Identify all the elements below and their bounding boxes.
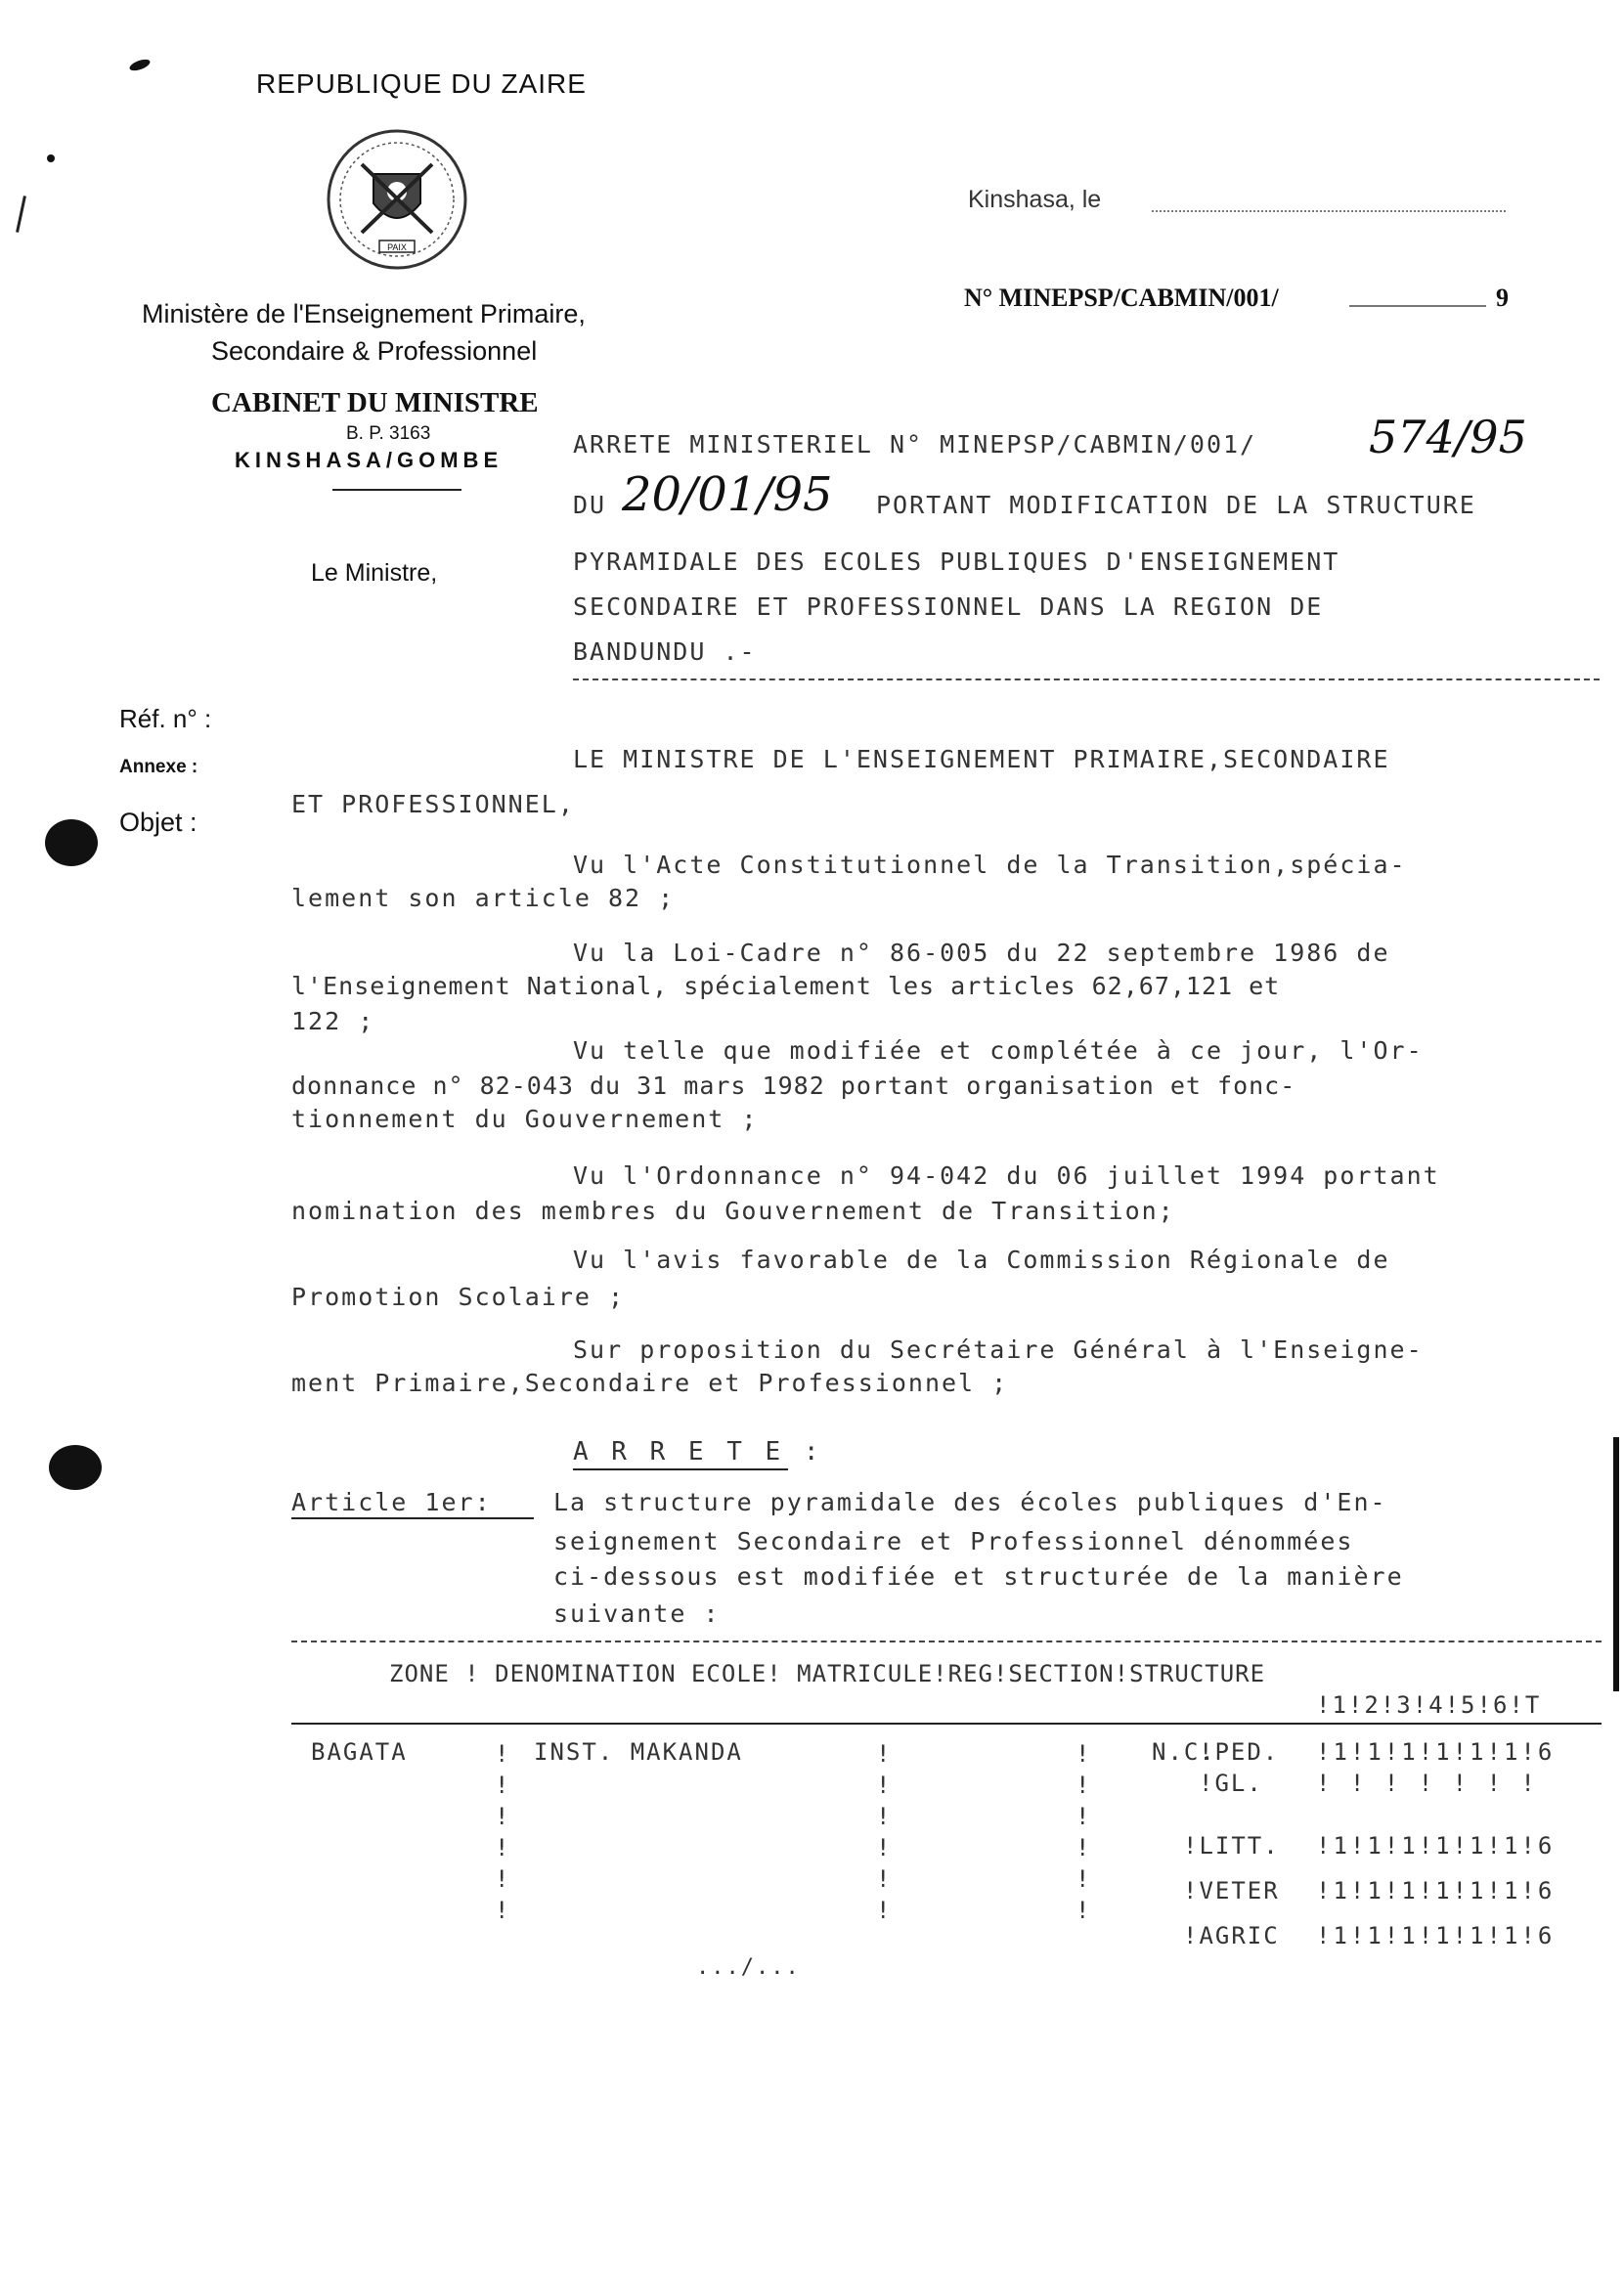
article-1-line-3: ci-dessous est modifiée et structurée de la manière: [553, 1562, 1404, 1591]
title-line-4: SECONDAIRE ET PROFESSIONNEL DANS LA REGION DE: [573, 592, 1324, 621]
arrete-heading: A R R E T E :: [573, 1437, 823, 1466]
table-cell-section: !VETER: [1183, 1877, 1280, 1904]
article-1-label: Article 1er:: [291, 1488, 492, 1516]
edge-mark: [1613, 1437, 1619, 1691]
ministry-line-2: Secondaire & Professionnel: [211, 336, 538, 366]
hole-punch: [45, 819, 98, 866]
ref-label: Réf. n° :: [119, 704, 212, 733]
title-line-1: ARRETE MINISTERIEL N° MINEPSP/CABMIN/001/: [573, 430, 1257, 459]
stray-mark: [16, 196, 26, 233]
city-underline: [332, 489, 461, 491]
ministry-line-1: Ministère de l'Enseignement Primaire,: [142, 299, 586, 328]
table-structure-subheader: !1!2!3!4!5!6!T: [1316, 1691, 1542, 1719]
table-cell-section: !LITT.: [1183, 1832, 1280, 1860]
sur-proposition-line-2: ment Primaire,Secondaire et Professionnel ;: [291, 1369, 1009, 1397]
table-cell-structure: !1!1!1!1!1!1!6: [1316, 1832, 1556, 1860]
table-header: ZONE ! DENOMINATION ECOLE! MATRICULE!REG!SECTION!STRUCTURE: [389, 1660, 1266, 1687]
republic-title: REPUBLIQUE DU ZAIRE: [256, 68, 587, 99]
annexe-label: Annexe :: [119, 757, 198, 777]
column-separator: ! ! ! ! ! !: [876, 1740, 893, 1924]
reference-suffix: 9: [1496, 284, 1509, 312]
table-cell-section: !PED.: [1199, 1738, 1280, 1766]
article-1-line-2: seignement Secondaire et Professionnel dénommées: [553, 1527, 1354, 1555]
handwritten-decree-number: 574/95: [1369, 411, 1527, 463]
column-separator: ! ! ! ! ! !: [1075, 1740, 1092, 1924]
table-cell-zone: BAGATA: [311, 1738, 408, 1766]
table-cell-structure: !1!1!1!1!1!1!6: [1316, 1922, 1556, 1949]
vu-2-line-1: Vu la Loi-Cadre n° 86-005 du 22 septembre 1986 de: [573, 939, 1390, 967]
vu-1-line-1: Vu l'Acte Constitutionnel de la Transition,spécia-: [573, 851, 1407, 879]
vu-5-line-1: Vu l'avis favorable de la Commission Régionale de: [573, 1246, 1390, 1274]
reference-blank-line: [1349, 305, 1486, 307]
arrete-underline: [573, 1468, 788, 1470]
cabinet-title: CABINET DU MINISTRE: [211, 387, 539, 418]
table-cell-section: !GL.: [1199, 1770, 1263, 1797]
continuation-mark: .../...: [696, 1955, 801, 1980]
table-cell-structure: ! ! ! ! ! ! !: [1316, 1770, 1538, 1797]
vu-4-line-1: Vu l'Ordonnance n° 94-042 du 06 juillet 1994 portant: [573, 1161, 1440, 1190]
table-cell-reg: N.C.: [1152, 1738, 1216, 1766]
table-cell-section: !AGRIC: [1183, 1922, 1280, 1949]
reference-number: N° MINEPSP/CABMIN/001/: [964, 284, 1279, 312]
table-cell-ecole: INST. MAKANDA: [534, 1738, 743, 1766]
article-1-underline: [291, 1517, 534, 1519]
seal-motto: PAIX: [387, 242, 407, 252]
ink-speck: [128, 58, 152, 73]
vu-4-line-2: nomination des membres du Gouvernement de Transition;: [291, 1197, 1175, 1225]
title-line-5: BANDUNDU .-: [573, 637, 757, 666]
place-date-label: Kinshasa, le: [968, 186, 1102, 213]
vu-2-line-2: l'Enseignement National, spécialement les articles 62,67,121 et: [291, 972, 1281, 1000]
vu-3-line-3: tionnement du Gouvernement ;: [291, 1105, 759, 1133]
title-line-3: PYRAMIDALE DES ECOLES PUBLIQUES D'ENSEIGNEMENT: [573, 547, 1340, 576]
handwritten-date: 20/01/95: [622, 467, 833, 522]
coat-of-arms-seal: [323, 125, 471, 274]
vu-3-line-2: donnance n° 82-043 du 31 mars 1982 portant organisation et fonc-: [291, 1072, 1296, 1100]
date-blank-line: [1152, 210, 1506, 212]
hole-punch: [49, 1445, 102, 1490]
title-separator: [573, 678, 1600, 680]
ink-speck: [47, 154, 55, 162]
table-top-rule: [291, 1641, 1602, 1642]
city-line: KINSHASA/GOMBE: [235, 448, 504, 472]
table-header-rule: [291, 1723, 1602, 1725]
vu-5-line-2: Promotion Scolaire ;: [291, 1283, 626, 1311]
table-cell-structure: !1!1!1!1!1!1!6: [1316, 1877, 1556, 1904]
minister-line-2: ET PROFESSIONNEL,: [291, 790, 575, 818]
title-date-prefix: DU: [573, 491, 607, 519]
article-1-line-4: suivante :: [553, 1599, 721, 1628]
objet-label: Objet :: [119, 808, 198, 837]
table-cell-structure: !1!1!1!1!1!1!6: [1316, 1738, 1556, 1766]
vu-1-line-2: lement son article 82 ;: [291, 884, 676, 912]
po-box: B. P. 3163: [346, 423, 431, 444]
title-line-2: PORTANT MODIFICATION DE LA STRUCTURE: [876, 491, 1476, 519]
vu-2-line-3: 122 ;: [291, 1007, 375, 1035]
column-separator: ! ! ! ! ! !: [495, 1740, 511, 1924]
vu-3-line-1: Vu telle que modifiée et complétée à ce jour, l'Or-: [573, 1036, 1424, 1065]
minister-line-1: LE MINISTRE DE L'ENSEIGNEMENT PRIMAIRE,SECONDAIRE: [573, 745, 1390, 773]
sur-proposition-line-1: Sur proposition du Secrétaire Général à l'Enseigne-: [573, 1335, 1424, 1364]
article-1-line-1: La structure pyramidale des écoles publiques d'En-: [553, 1488, 1387, 1516]
le-ministre: Le Ministre,: [311, 559, 438, 587]
